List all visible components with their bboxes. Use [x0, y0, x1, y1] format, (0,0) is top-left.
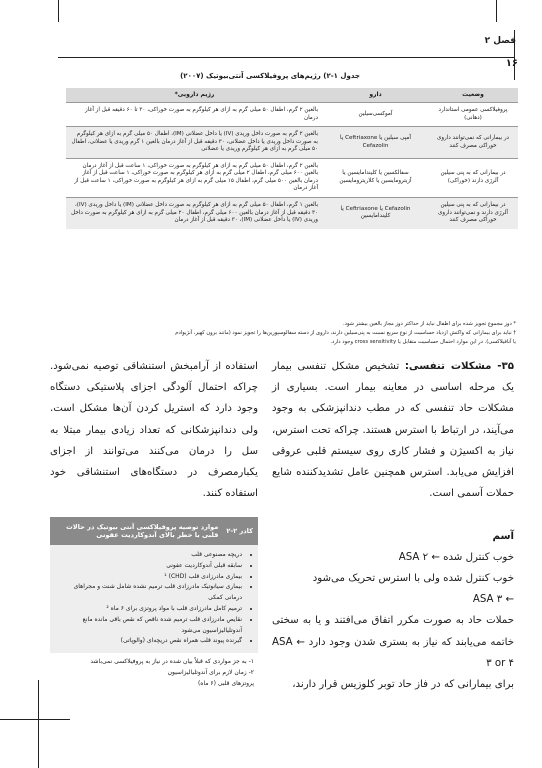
- table-cell-drug: Cefazolin یا Ceftriaxone یا کلیندامایسین: [323, 198, 428, 229]
- box-label: کادر ۲-۲: [226, 527, 253, 535]
- asthma-line: خوب کنترل شده ولی با استرس تحریک می‌شود: [312, 573, 514, 585]
- asthma-paragraph: حملات حاد به صورت مکرر اتفاق می‌افتند و یا به سختی خاتمه می‌یابند که نیاز به بستری شدن وجود دارد ← ASA ۳ or ۴: [272, 615, 514, 669]
- table-footnote: * دوز مجموع تجویز شده برای اطفال نباید از حداکثر دوز مجاز بالغین بیشتر شود.: [343, 321, 516, 327]
- table-cell-situation: در بیمارانی که به پنی سیلین آلرژی دارند و نمی‌توانند داروی خوراکی مصرف کنند: [428, 198, 518, 229]
- list-item: • گیرنده پیوند قلب همراه نقص دریچه‌ای (والوپاتی): [56, 636, 242, 647]
- box-body: [50, 545, 258, 653]
- list-item: • ترمیم کامل مادرزادی قلب با مواد پروتزی برای ۶ ماه ²: [56, 604, 242, 615]
- table-cell-regimen: بالغین ۲ گرم، اطفال ۵۰ میلی گرم به ازای هر کیلوگرم به صورت خوراکی، ۱ ساعت قبل از آغاز درمان بالغین ۶۰۰ میلی گرم، اطفال ۲ میلی گرم به ازای هر کیلوگرم به صورت خوراکی، ۱ ساعت قبل از آغاز درمان بالغین ۵۰۰ میلی گرم، اطفال ۱۵ میلی گرم به ازای هر کیلوگرم به صورت خوراکی، ۱ ساعت قبل از آغاز درمان: [66, 158, 323, 197]
- table-row: [66, 103, 518, 127]
- list-item: • دریچه مصنوعی قلب: [56, 550, 242, 561]
- prophylaxis-table: [66, 88, 518, 229]
- table-cell-regimen: بالغین ۱ گرم، اطفال ۵۰ میلی گرم به ازای هر کیلوگرم به صورت داخل عضلانی (IM) یا داخل وریدی (IV)، ۳۰ دقیقه قبل از آغاز درمان بالغین ۶۰۰ میلی گرم، اطفال ۲۰ میلی گرم به ازای هر کیلوگرم به صورت داخل وریدی (IV) یا داخل عضلانی (IM)، ۳۰ دقیقه قبل از آغاز درمان: [66, 198, 323, 229]
- section-heading: ۳۵- مشکلات تنفسی:: [404, 361, 514, 372]
- page-number: ۱۶: [505, 58, 518, 69]
- table-cell-situation: در بیمارانی که نمی‌توانند داروی خوراکی مصرف کنند: [428, 127, 518, 159]
- box-2-2: [50, 517, 258, 690]
- crop-mark-top-left: [58, 0, 59, 22]
- table-cell-regimen: بالغین ۲ گرم به صورت داخل وریدی (IV) یا داخل عضلانی (IM)، اطفال ۵۰ میلی گرم به ازای هر کیلوگرم به صورت داخل وریدی یا داخل عضلانی، ۳۰ دقیقه قبل از آغاز درمان بالغین ۱ گرم وریدی یا عضلانی، اطفال ۵۰ میلی گرم به ازای هر کیلوگرم وریدی یا عضلانی: [66, 127, 323, 159]
- table-header-row: [66, 88, 518, 103]
- asthma-line: ← ASA ۳: [472, 594, 514, 606]
- column-header-regimen: رژیم دارویی*: [66, 88, 323, 103]
- box-notes: [50, 653, 258, 689]
- list-item: • سابقه قبلی آندوکاردیت عفونی: [56, 561, 242, 572]
- chapter-label: فصل ۲: [484, 36, 516, 46]
- list-item: • بیماری مادرزادی قلب (CHD) ¹: [56, 572, 242, 583]
- table-footnote: یا آنافیلاکسی). در این موارد احتمال حساسیت متقابل یا cross sensitivity وجود دارد.: [330, 339, 516, 345]
- table-cell-regimen: بالغین ۲ گرم، اطفال ۵۰ میلی گرم به ازای هر کیلوگرم به صورت خوراکی، ۳۰ تا ۶۰ دقیقه قبل از آغاز درمان: [66, 103, 323, 127]
- table-cell-situation: پروفیلاکسی عمومی استاندارد (دهانی): [428, 103, 518, 127]
- box-note: پروتزهای قلبی (۶ ماه): [197, 679, 254, 687]
- asthma-title: آسم: [492, 530, 514, 542]
- box-title-bar: [50, 517, 258, 545]
- table-cell-drug: سفالکسین یا کلیندامایسین یا آزیترومایسین یا کلاریترومایسین: [323, 158, 428, 197]
- box-note: ۲- زمان لازم برای آندوتلیالیزاسیون: [167, 668, 254, 676]
- list-item: • بیماری سیانوتیک مادرزادی قلب ترمیم نشده شامل شنت و مجراهای درمانی کمکی: [56, 582, 242, 604]
- table-row: [66, 127, 518, 159]
- table-cell-drug: آموکسی‌سیلین: [323, 103, 428, 127]
- section-intro: تشخیص مشکل تنفسی بیمار یک مرحله اساسی در معاینه بیمار است. بسیاری از مشکلات حاد تنفسی که در مطب دندانپزشکی به وجود می‌آیند، در ارتباط با استرس هستند. چراکه تحت استرس، نیاز به اکسیژن و فشار کاری روی سیستم قلبی عروقی افزایش می‌یابد. استرس همچنین عامل تشدیدکننده شایع حملات آسمی است.: [272, 361, 514, 500]
- table-row: [66, 158, 518, 197]
- box-list: [56, 550, 250, 647]
- box-title: موارد توصیه پروفیلاکسی آنتی بیوتیک در حالات قلبی با خطر بالای آندوکاردیت عفونی: [66, 523, 219, 539]
- sedation-paragraph: استفاده از آرامبخش استنشاقی توصیه نمی‌شود. چراکه احتمال آلودگی اجزای پلاستیکی دستگاه وجود دارد که استریل کردن آن‌ها مشکل است. ولی دندانپزشکانی که تعداد زیادی بیمار مبتلا به سل را درمان می‌کنند می‌توانند از اجزای یکبارمصرف در دستگاه‌های استنشاقی خود استفاده کنند.: [50, 361, 258, 500]
- table-footnote: † نباید برای بیمارانی که واکنش ازدیاد حساسیت از نوع سریع نسبت به پنی‌سیلین دارند، داروی از دسته سفالوسپورین‌ها را تجویز نمود (مانند برون کهیر، آنژیوادم: [175, 330, 516, 336]
- table-cell-situation: در بیمارانی که به پنی سیلین آلرژی دارند (خوراکی): [428, 158, 518, 197]
- box-note: ۱- به جز مواردی که قبلاً بیان شده در نیاز به پروفیلاکسی نمی‌باشد: [90, 658, 254, 666]
- paragraph-spacer: [272, 504, 514, 525]
- column-header-situation: وضعیت: [428, 88, 518, 103]
- right-column: [272, 356, 514, 695]
- list-item: • نقایص مادرزادی قلب ترمیم شده ناقص که نقص باقی مانده مانع آندوتلیالیزاسیون می‌شود: [56, 615, 242, 637]
- table-title: جدول ۱-۲) رژیم‌های پروفیلاکسی آنتی‌بیوتیک (۲۰۰۷): [180, 72, 360, 80]
- crop-mark-top-right: [496, 0, 497, 22]
- asthma-line: خوب کنترل شده ← ASA ۲: [398, 551, 514, 563]
- header-rule: [58, 57, 514, 58]
- table-row: [66, 198, 518, 229]
- respiratory-section: [272, 356, 514, 504]
- table-cell-drug: آمپی سیلین یا Ceftriaxone یا Cefazolin: [323, 127, 428, 159]
- footer-vertical-rule: [38, 680, 39, 768]
- column-header-drug: دارو: [323, 88, 428, 103]
- tuberculosis-text: برای بیمارانی که در فاز حاد توبر کلوزیس قرار دارند،: [292, 679, 514, 691]
- left-column: [50, 356, 258, 504]
- footer-horizontal-rule: [0, 719, 70, 720]
